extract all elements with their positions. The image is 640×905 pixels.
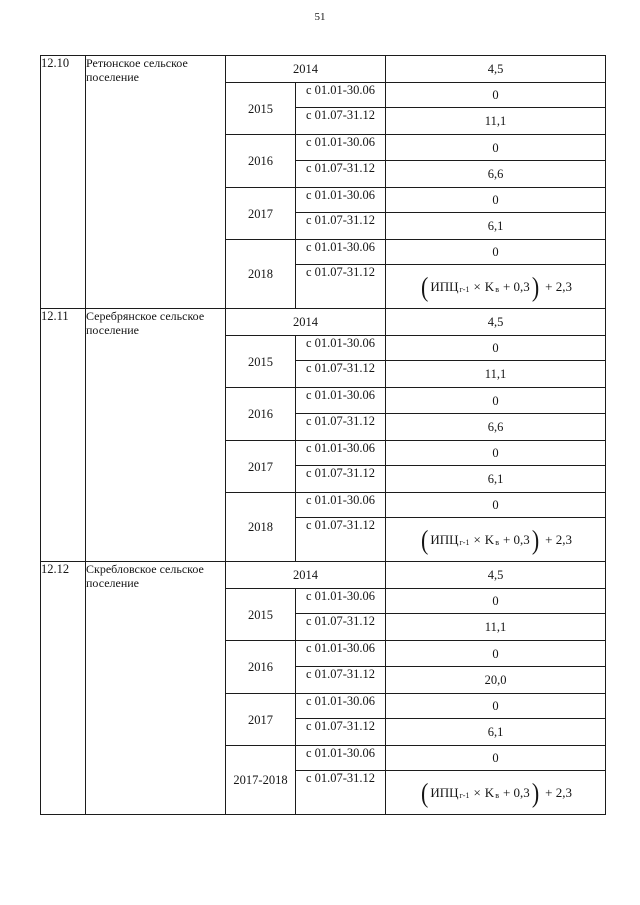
period-cell: с 01.07-31.12	[296, 414, 386, 441]
year-cell: 2015	[226, 336, 296, 388]
period-cell: с 01.01-30.06	[296, 336, 386, 361]
value-cell: 6,1	[386, 213, 606, 240]
formula-base: ИПЦ	[430, 531, 459, 547]
value-cell: 0	[386, 135, 606, 161]
value-cell: 20,0	[386, 667, 606, 694]
period-cell: с 01.07-31.12	[296, 466, 386, 493]
formula-close-paren: )	[531, 523, 540, 555]
period-cell: с 01.01-30.06	[296, 135, 386, 161]
value-cell: 6,6	[386, 414, 606, 441]
value-cell: 11,1	[386, 614, 606, 641]
formula-base-subscript: г-1	[459, 284, 470, 294]
year-cell: 2018	[226, 493, 296, 562]
formula-plus-outer: + 2,3	[545, 784, 572, 800]
formula-open-paren: (	[421, 776, 429, 808]
table-row	[41, 562, 606, 589]
table-row	[41, 309, 606, 336]
year-cell: 2015	[226, 83, 296, 135]
period-cell: с 01.01-30.06	[296, 746, 386, 771]
value-cell: 4,5	[386, 309, 606, 336]
year-cell: 2018	[226, 240, 296, 309]
formula-close-paren: )	[531, 776, 540, 808]
period-cell: с 01.07-31.12	[296, 518, 386, 562]
period-cell: с 01.07-31.12	[296, 361, 386, 388]
period-cell: с 01.07-31.12	[296, 265, 386, 309]
section-number: 12.10	[41, 56, 86, 309]
formula-coef: K	[484, 278, 495, 294]
period-cell: с 01.01-30.06	[296, 493, 386, 518]
year-cell: 2017-2018	[226, 746, 296, 815]
value-cell: 0	[386, 188, 606, 213]
formula-base-subscript: г-1	[459, 790, 470, 800]
formula-base: ИПЦ	[430, 278, 459, 294]
settlement-name: Серебрянское сельское поселение	[86, 309, 226, 562]
year-cell: 2016	[226, 388, 296, 441]
formula-times: ×	[473, 278, 481, 294]
formula-plus-inner: + 0,3	[502, 278, 530, 294]
formula-coef: K	[484, 531, 495, 547]
formula-times: ×	[473, 784, 481, 800]
tariff-formula	[419, 270, 572, 302]
year-cell: 2015	[226, 589, 296, 641]
value-cell: 6,1	[386, 719, 606, 746]
tariff-formula	[419, 523, 572, 555]
year-cell: 2017	[226, 441, 296, 493]
value-cell: 6,6	[386, 161, 606, 188]
value-cell: 0	[386, 441, 606, 466]
value-cell	[386, 265, 606, 309]
page-number: 51	[314, 11, 326, 23]
period-cell: с 01.01-30.06	[296, 188, 386, 213]
value-cell: 0	[386, 694, 606, 719]
year-cell: 2017	[226, 188, 296, 240]
value-cell: 4,5	[386, 562, 606, 589]
value-cell: 0	[386, 641, 606, 667]
tariff-table	[40, 55, 606, 815]
section-number: 12.11	[41, 309, 86, 562]
value-cell: 11,1	[386, 361, 606, 388]
formula-plus-inner: + 0,3	[502, 784, 530, 800]
period-cell: с 01.07-31.12	[296, 213, 386, 240]
period-cell: с 01.07-31.12	[296, 719, 386, 746]
period-cell: с 01.07-31.12	[296, 108, 386, 135]
value-cell: 6,1	[386, 466, 606, 493]
year-cell: 2014	[226, 562, 386, 589]
value-cell: 0	[386, 336, 606, 361]
formula-open-paren: (	[421, 270, 429, 302]
value-cell: 11,1	[386, 108, 606, 135]
period-cell: с 01.01-30.06	[296, 694, 386, 719]
formula-plus-outer: + 2,3	[545, 531, 572, 547]
formula-base: ИПЦ	[430, 784, 459, 800]
value-cell: 0	[386, 589, 606, 614]
period-cell: с 01.07-31.12	[296, 161, 386, 188]
period-cell: с 01.01-30.06	[296, 441, 386, 466]
settlement-name: Ретюнское сельское поселение	[86, 56, 226, 309]
value-cell	[386, 518, 606, 562]
settlement-name: Скребловское сельское поселение	[86, 562, 226, 815]
formula-open-paren: (	[421, 523, 429, 555]
value-cell: 0	[386, 746, 606, 771]
year-cell: 2016	[226, 135, 296, 188]
table-row	[41, 56, 606, 83]
formula-coef-subscript: в	[495, 537, 499, 547]
year-cell: 2017	[226, 694, 296, 746]
formula-plus-inner: + 0,3	[502, 531, 530, 547]
period-cell: с 01.07-31.12	[296, 614, 386, 641]
year-cell: 2014	[226, 56, 386, 83]
formula-coef: K	[484, 784, 495, 800]
formula-coef-subscript: в	[495, 284, 499, 294]
formula-base-subscript: г-1	[459, 537, 470, 547]
formula-coef-subscript: в	[495, 790, 499, 800]
value-cell: 0	[386, 83, 606, 108]
value-cell: 0	[386, 493, 606, 518]
tariff-table-body	[41, 56, 606, 815]
formula-times: ×	[473, 531, 481, 547]
section-number: 12.12	[41, 562, 86, 815]
period-cell: с 01.01-30.06	[296, 240, 386, 265]
period-cell: с 01.01-30.06	[296, 589, 386, 614]
period-cell: с 01.07-31.12	[296, 667, 386, 694]
period-cell: с 01.07-31.12	[296, 771, 386, 815]
year-cell: 2014	[226, 309, 386, 336]
value-cell	[386, 771, 606, 815]
value-cell: 0	[386, 240, 606, 265]
formula-plus-outer: + 2,3	[545, 278, 572, 294]
value-cell: 0	[386, 388, 606, 414]
period-cell: с 01.01-30.06	[296, 388, 386, 414]
period-cell: с 01.01-30.06	[296, 641, 386, 667]
year-cell: 2016	[226, 641, 296, 694]
period-cell: с 01.01-30.06	[296, 83, 386, 108]
tariff-formula	[419, 776, 572, 808]
formula-close-paren: )	[531, 270, 540, 302]
value-cell: 4,5	[386, 56, 606, 83]
